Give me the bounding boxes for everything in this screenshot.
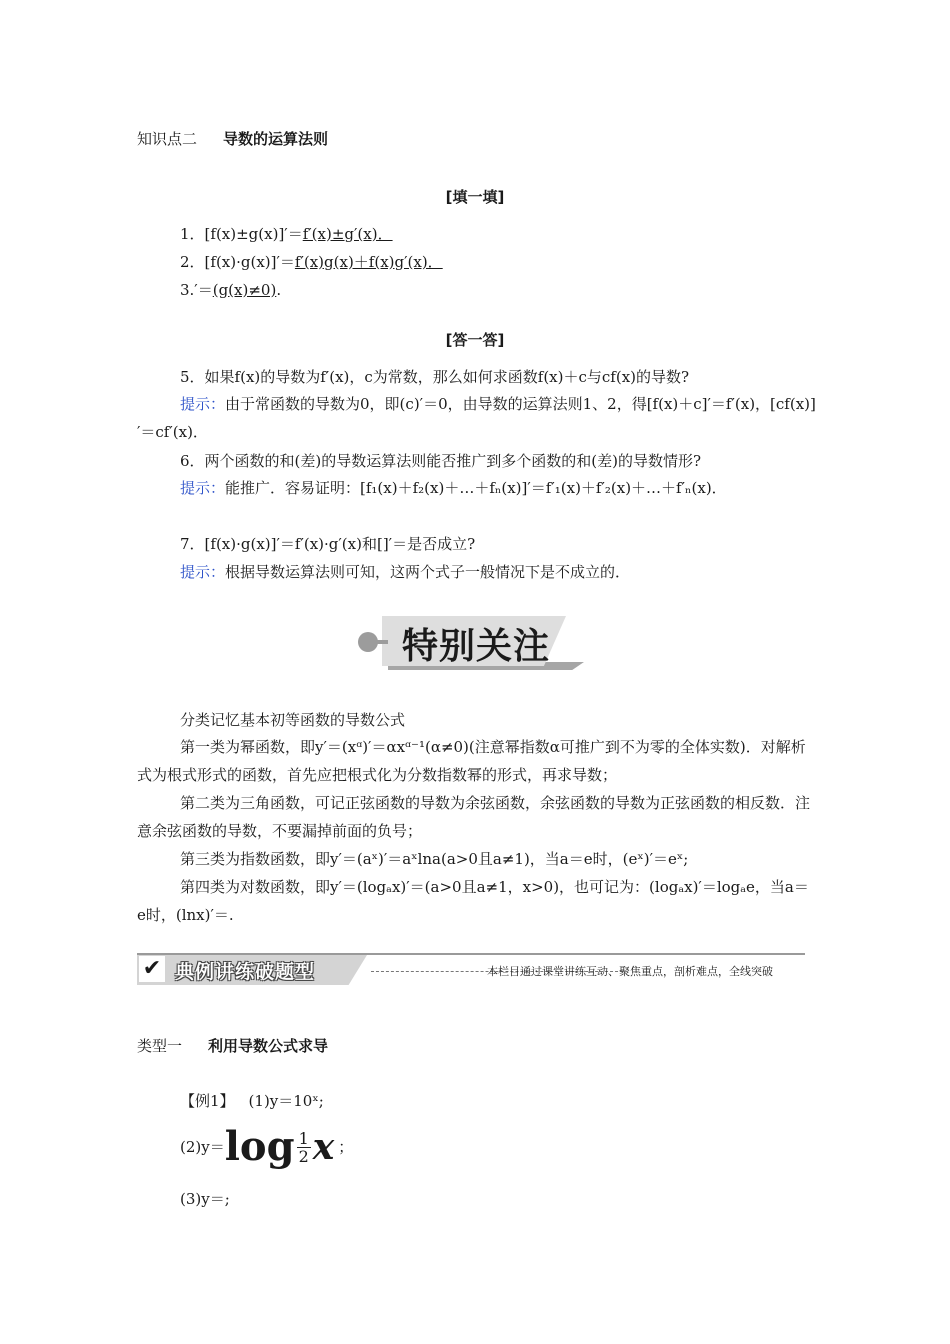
log-base-fraction: $\frac{1}{2}$ [298,1128,309,1166]
question-6: 6．两个函数的和(差)的导数运算法则能否推广到多个函数的和(差)的导数情形? [180,452,701,470]
example-1-part-1: 【例1】 (1)y＝10ˣ; [180,1092,324,1110]
answer-5: 提示：由于常函数的导数为0，即(c)′＝0，由导数的运算法则1、2，得[f(x)＋c]′＝f′(x)，[cf(x)]′＝cf′(x)． [137,395,816,441]
section-title: 导数的运算法则 [223,130,329,148]
hint-label: 提示： [180,395,226,413]
banner-dot-icon [358,632,378,652]
hint-label: 提示： [180,479,226,497]
type-title: 利用导数公式求导 [208,1037,329,1055]
fill-answer-2: f′(x)g(x)＋f(x)g′(x)． [294,253,443,271]
examples-section-strip [137,953,805,987]
fill-item-1: 1．[f(x)±g(x)]′＝f′(x)±g′(x)． [180,225,393,243]
fill-item-3: 3.′＝(g(x)≠0). [180,281,282,299]
answer-6: 提示：能推广．容易证明：[f₁(x)＋f₂(x)＋…＋fₙ(x)]′＝f′₁(x)＋f′₂(x)＋…＋f′ₙ(x)． [180,479,727,497]
special-p4: 第四类为对数函数，即y′＝(logₐx)′＝(a>0且a≠1，x>0)，也可记为：(logₐx)′＝logₐe，当a＝e时，(lnx)′＝. [137,878,809,924]
hint-label: 提示： [180,563,226,581]
question-5: 5．如果f(x)的导数为f′(x)，c为常数，那么如何求函数f(x)＋c与cf(x)的导数? [180,368,690,386]
log-variable: x [312,1126,335,1168]
example-tag: 【例1】 [180,1092,235,1110]
example-1-part-2: (2)y＝log $\frac{1}{2}x$ ； [180,1123,354,1170]
answer-7: 提示：根据导数运算法则可知，这两个式子一般情况下是不成立的． [180,563,631,581]
example-1-part-3: (3)y＝; [180,1190,230,1208]
section-label: 知识点二 [137,130,198,148]
special-intro: 分类记忆基本初等函数的导数公式 [180,711,406,729]
strip-rule [137,953,805,955]
special-p2: 第二类为三角函数，可记正弦函数的导数为余弦函数，余弦函数的导数为正弦函数的相反数．注意余弦函数的导数，不要漏掉前面的负号； [137,794,811,840]
special-p3: 第三类为指数函数，即y′＝(aˣ)′＝aˣlna(a>0且a≠1)，当a＝e时，(eˣ)′＝eˣ; [180,850,689,868]
question-7: 7．[f(x)·g(x)]′＝f′(x)·g′(x)和[]′＝是否成立? [180,535,476,553]
strip-label: 典例讲练破题型 [175,961,316,983]
type-heading [137,1035,328,1056]
type-label: 类型一 [137,1037,183,1055]
log-symbol: log [224,1123,295,1170]
special-attention-banner [358,616,590,674]
special-p1: 第一类为幂函数，即y′＝(xᵅ)′＝αxᵅ⁻¹(α≠0)(注意幂指数α可推广到不为零的全体实数)．对解析式为根式形式的函数，首先应把根式化为分数指数幂的形式，再求导数； [137,738,806,784]
fill-answer-3: (g(x)≠0) [212,281,277,299]
check-icon: ✔ [139,956,165,982]
fill-item-2: 2．[f(x)·g(x)]′＝f′(x)g(x)＋f(x)g′(x)． [180,253,443,271]
answer-heading: [答一答] [445,331,505,349]
banner-text: 特别关注 [402,626,551,667]
strip-note: 本栏目通过课堂讲练互动、聚焦重点，剖析难点，全线突破 [487,965,773,978]
fill-heading: [填一填] [445,188,505,206]
section-heading [137,128,328,149]
fill-answer-1: f′(x)±g′(x)． [302,225,393,243]
